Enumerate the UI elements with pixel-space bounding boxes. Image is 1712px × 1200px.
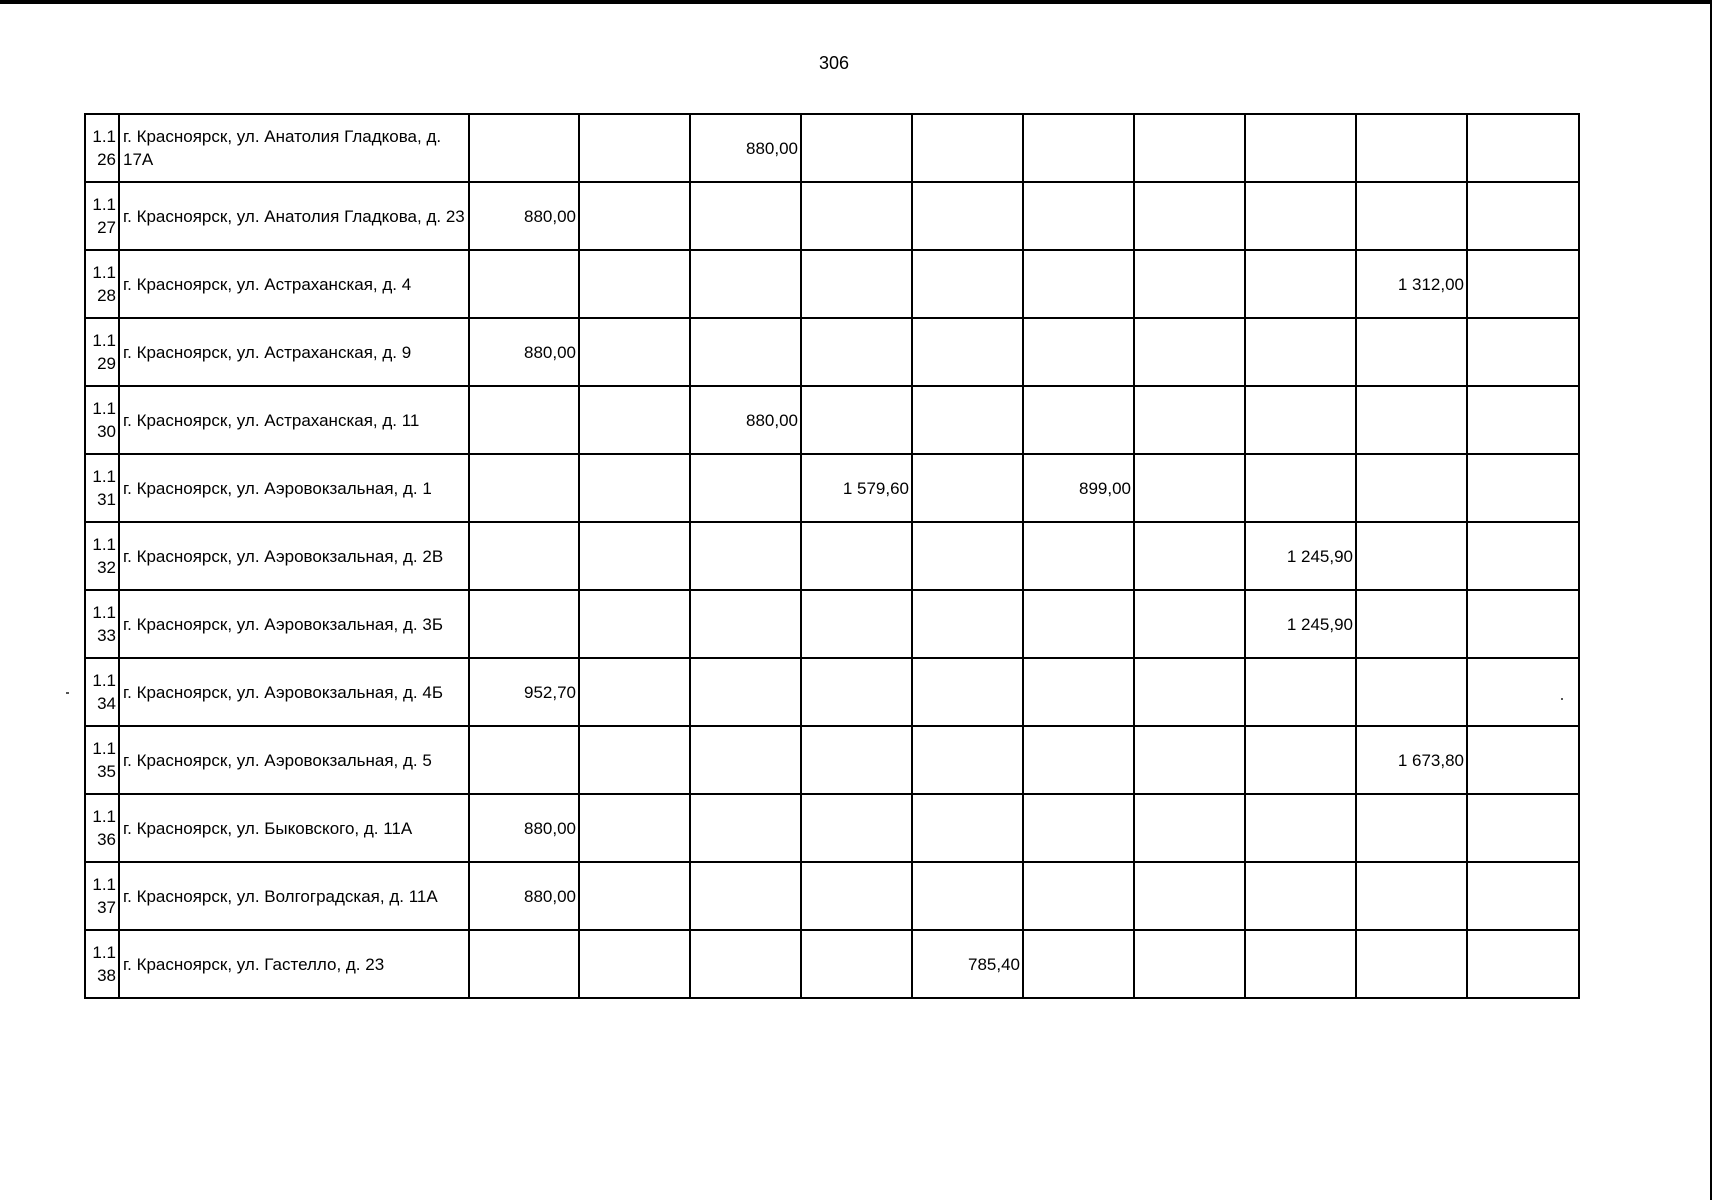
value-cell <box>801 114 912 182</box>
address-cell: г. Красноярск, ул. Быковского, д. 11А <box>119 794 469 862</box>
value-cell <box>469 930 579 998</box>
row-number: 1.1 35 <box>85 726 119 794</box>
value-cell <box>469 114 579 182</box>
value-cell <box>912 658 1023 726</box>
value-cell <box>579 386 690 454</box>
value-cell <box>1467 862 1579 930</box>
value-cell <box>690 522 801 590</box>
value-cell <box>1245 182 1356 250</box>
scan-speck <box>66 692 69 694</box>
value-cell <box>1023 658 1134 726</box>
scan-top-edge <box>0 0 1712 4</box>
row-number: 1.1 34 <box>85 658 119 726</box>
row-number: 1.1 30 <box>85 386 119 454</box>
row-number: 1.1 38 <box>85 930 119 998</box>
value-cell <box>579 182 690 250</box>
value-cell <box>801 522 912 590</box>
value-cell <box>1245 386 1356 454</box>
value-cell <box>1134 114 1245 182</box>
table-row <box>85 726 1579 794</box>
value-cell <box>801 794 912 862</box>
address-cell: г. Красноярск, ул. Анатолия Гладкова, д. 23 <box>119 182 469 250</box>
value-cell <box>1467 726 1579 794</box>
value-cell <box>1356 318 1467 386</box>
value-cell <box>690 590 801 658</box>
value-cell <box>690 726 801 794</box>
value-cell <box>469 590 579 658</box>
table-row <box>85 522 1579 590</box>
value-cell: 952,70 <box>469 658 579 726</box>
value-cell <box>912 386 1023 454</box>
value-cell <box>469 250 579 318</box>
table-row <box>85 114 1579 182</box>
page-number: 306 <box>818 53 850 73</box>
value-cell <box>690 454 801 522</box>
value-cell <box>1023 930 1134 998</box>
value-cell <box>690 250 801 318</box>
value-cell <box>579 522 690 590</box>
value-cell <box>690 794 801 862</box>
value-cell <box>801 658 912 726</box>
value-cell <box>1245 114 1356 182</box>
value-cell <box>912 862 1023 930</box>
value-cell <box>1023 522 1134 590</box>
value-cell: 880,00 <box>469 862 579 930</box>
value-cell <box>1134 658 1245 726</box>
address-cell: г. Красноярск, ул. Аэровокзальная, д. 5 <box>119 726 469 794</box>
value-cell <box>579 454 690 522</box>
value-cell <box>1245 930 1356 998</box>
value-cell <box>1134 794 1245 862</box>
value-cell <box>1467 250 1579 318</box>
value-cell <box>912 590 1023 658</box>
value-cell <box>469 522 579 590</box>
value-cell: 1 673,80 <box>1356 726 1467 794</box>
value-cell <box>1356 114 1467 182</box>
address-table <box>84 113 1580 999</box>
address-cell: г. Красноярск, ул. Гастелло, д. 23 <box>119 930 469 998</box>
value-cell <box>1134 726 1245 794</box>
value-cell <box>1134 454 1245 522</box>
value-cell <box>1467 454 1579 522</box>
value-cell <box>1134 318 1245 386</box>
value-cell <box>801 930 912 998</box>
value-cell <box>579 590 690 658</box>
value-cell <box>1467 794 1579 862</box>
table-row <box>85 590 1579 658</box>
address-cell: г. Красноярск, ул. Аэровокзальная, д. 3Б <box>119 590 469 658</box>
value-cell <box>801 250 912 318</box>
value-cell <box>579 862 690 930</box>
value-cell <box>912 794 1023 862</box>
value-cell <box>1356 658 1467 726</box>
value-cell: 880,00 <box>690 114 801 182</box>
table-row <box>85 862 1579 930</box>
value-cell <box>1356 386 1467 454</box>
value-cell <box>1356 930 1467 998</box>
value-cell <box>1134 590 1245 658</box>
value-cell <box>1356 454 1467 522</box>
row-number: 1.1 26 <box>85 114 119 182</box>
value-cell: 785,40 <box>912 930 1023 998</box>
value-cell <box>1023 114 1134 182</box>
table-row <box>85 250 1579 318</box>
value-cell: 1 579,60 <box>801 454 912 522</box>
value-cell <box>1245 862 1356 930</box>
value-cell <box>1467 930 1579 998</box>
value-cell <box>1245 250 1356 318</box>
scan-speck <box>1561 698 1563 700</box>
value-cell: 1 245,90 <box>1245 590 1356 658</box>
value-cell <box>690 658 801 726</box>
value-cell <box>801 386 912 454</box>
value-cell <box>1467 658 1579 726</box>
value-cell <box>579 114 690 182</box>
table-row <box>85 454 1579 522</box>
value-cell <box>1356 590 1467 658</box>
value-cell <box>579 318 690 386</box>
value-cell <box>1023 182 1134 250</box>
value-cell <box>690 318 801 386</box>
value-cell <box>1467 318 1579 386</box>
value-cell <box>1245 658 1356 726</box>
value-cell: 1 312,00 <box>1356 250 1467 318</box>
value-cell <box>1023 862 1134 930</box>
value-cell <box>912 522 1023 590</box>
value-cell <box>801 862 912 930</box>
value-cell <box>579 658 690 726</box>
value-cell <box>1356 522 1467 590</box>
value-cell <box>1023 726 1134 794</box>
address-cell: г. Красноярск, ул. Астраханская, д. 4 <box>119 250 469 318</box>
value-cell <box>469 454 579 522</box>
row-number: 1.1 31 <box>85 454 119 522</box>
table-row <box>85 658 1579 726</box>
value-cell <box>1023 250 1134 318</box>
table-row <box>85 386 1579 454</box>
value-cell <box>579 930 690 998</box>
value-cell <box>1134 862 1245 930</box>
value-cell: 880,00 <box>469 794 579 862</box>
value-cell: 880,00 <box>469 318 579 386</box>
table-row <box>85 930 1579 998</box>
value-cell <box>1467 114 1579 182</box>
value-cell <box>912 726 1023 794</box>
value-cell <box>912 250 1023 318</box>
value-cell <box>579 794 690 862</box>
value-cell: 1 245,90 <box>1245 522 1356 590</box>
value-cell <box>1467 590 1579 658</box>
value-cell <box>912 454 1023 522</box>
row-number: 1.1 33 <box>85 590 119 658</box>
value-cell <box>1134 930 1245 998</box>
value-cell <box>1245 318 1356 386</box>
table-body <box>85 114 1579 998</box>
value-cell <box>469 726 579 794</box>
value-cell <box>1023 318 1134 386</box>
value-cell: 880,00 <box>690 386 801 454</box>
table-row <box>85 794 1579 862</box>
address-cell: г. Красноярск, ул. Астраханская, д. 9 <box>119 318 469 386</box>
value-cell <box>801 318 912 386</box>
value-cell <box>1467 522 1579 590</box>
address-cell: г. Красноярск, ул. Аэровокзальная, д. 2В <box>119 522 469 590</box>
table-row <box>85 318 1579 386</box>
address-cell: г. Красноярск, ул. Волгоградская, д. 11А <box>119 862 469 930</box>
row-number: 1.1 37 <box>85 862 119 930</box>
value-cell <box>690 182 801 250</box>
value-cell <box>1245 726 1356 794</box>
table-row <box>85 182 1579 250</box>
row-number: 1.1 36 <box>85 794 119 862</box>
value-cell <box>579 726 690 794</box>
value-cell <box>801 726 912 794</box>
value-cell <box>579 250 690 318</box>
value-cell <box>1023 794 1134 862</box>
value-cell <box>1134 182 1245 250</box>
value-cell <box>801 590 912 658</box>
value-cell <box>1356 862 1467 930</box>
value-cell: 899,00 <box>1023 454 1134 522</box>
value-cell <box>690 930 801 998</box>
value-cell <box>1134 386 1245 454</box>
value-cell <box>1356 182 1467 250</box>
value-cell <box>1134 250 1245 318</box>
address-cell: г. Красноярск, ул. Астраханская, д. 11 <box>119 386 469 454</box>
value-cell <box>1467 386 1579 454</box>
value-cell <box>912 318 1023 386</box>
address-cell: г. Красноярск, ул. Анатолия Гладкова, д. 17А <box>119 114 469 182</box>
value-cell <box>1134 522 1245 590</box>
value-cell <box>1023 386 1134 454</box>
value-cell <box>690 862 801 930</box>
address-cell: г. Красноярск, ул. Аэровокзальная, д. 1 <box>119 454 469 522</box>
value-cell: 880,00 <box>469 182 579 250</box>
value-cell <box>469 386 579 454</box>
row-number: 1.1 28 <box>85 250 119 318</box>
row-number: 1.1 32 <box>85 522 119 590</box>
row-number: 1.1 29 <box>85 318 119 386</box>
value-cell <box>1356 794 1467 862</box>
row-number: 1.1 27 <box>85 182 119 250</box>
address-cell: г. Красноярск, ул. Аэровокзальная, д. 4Б <box>119 658 469 726</box>
value-cell <box>912 182 1023 250</box>
value-cell <box>1245 794 1356 862</box>
value-cell <box>801 182 912 250</box>
value-cell <box>912 114 1023 182</box>
value-cell <box>1467 182 1579 250</box>
value-cell <box>1245 454 1356 522</box>
value-cell <box>1023 590 1134 658</box>
